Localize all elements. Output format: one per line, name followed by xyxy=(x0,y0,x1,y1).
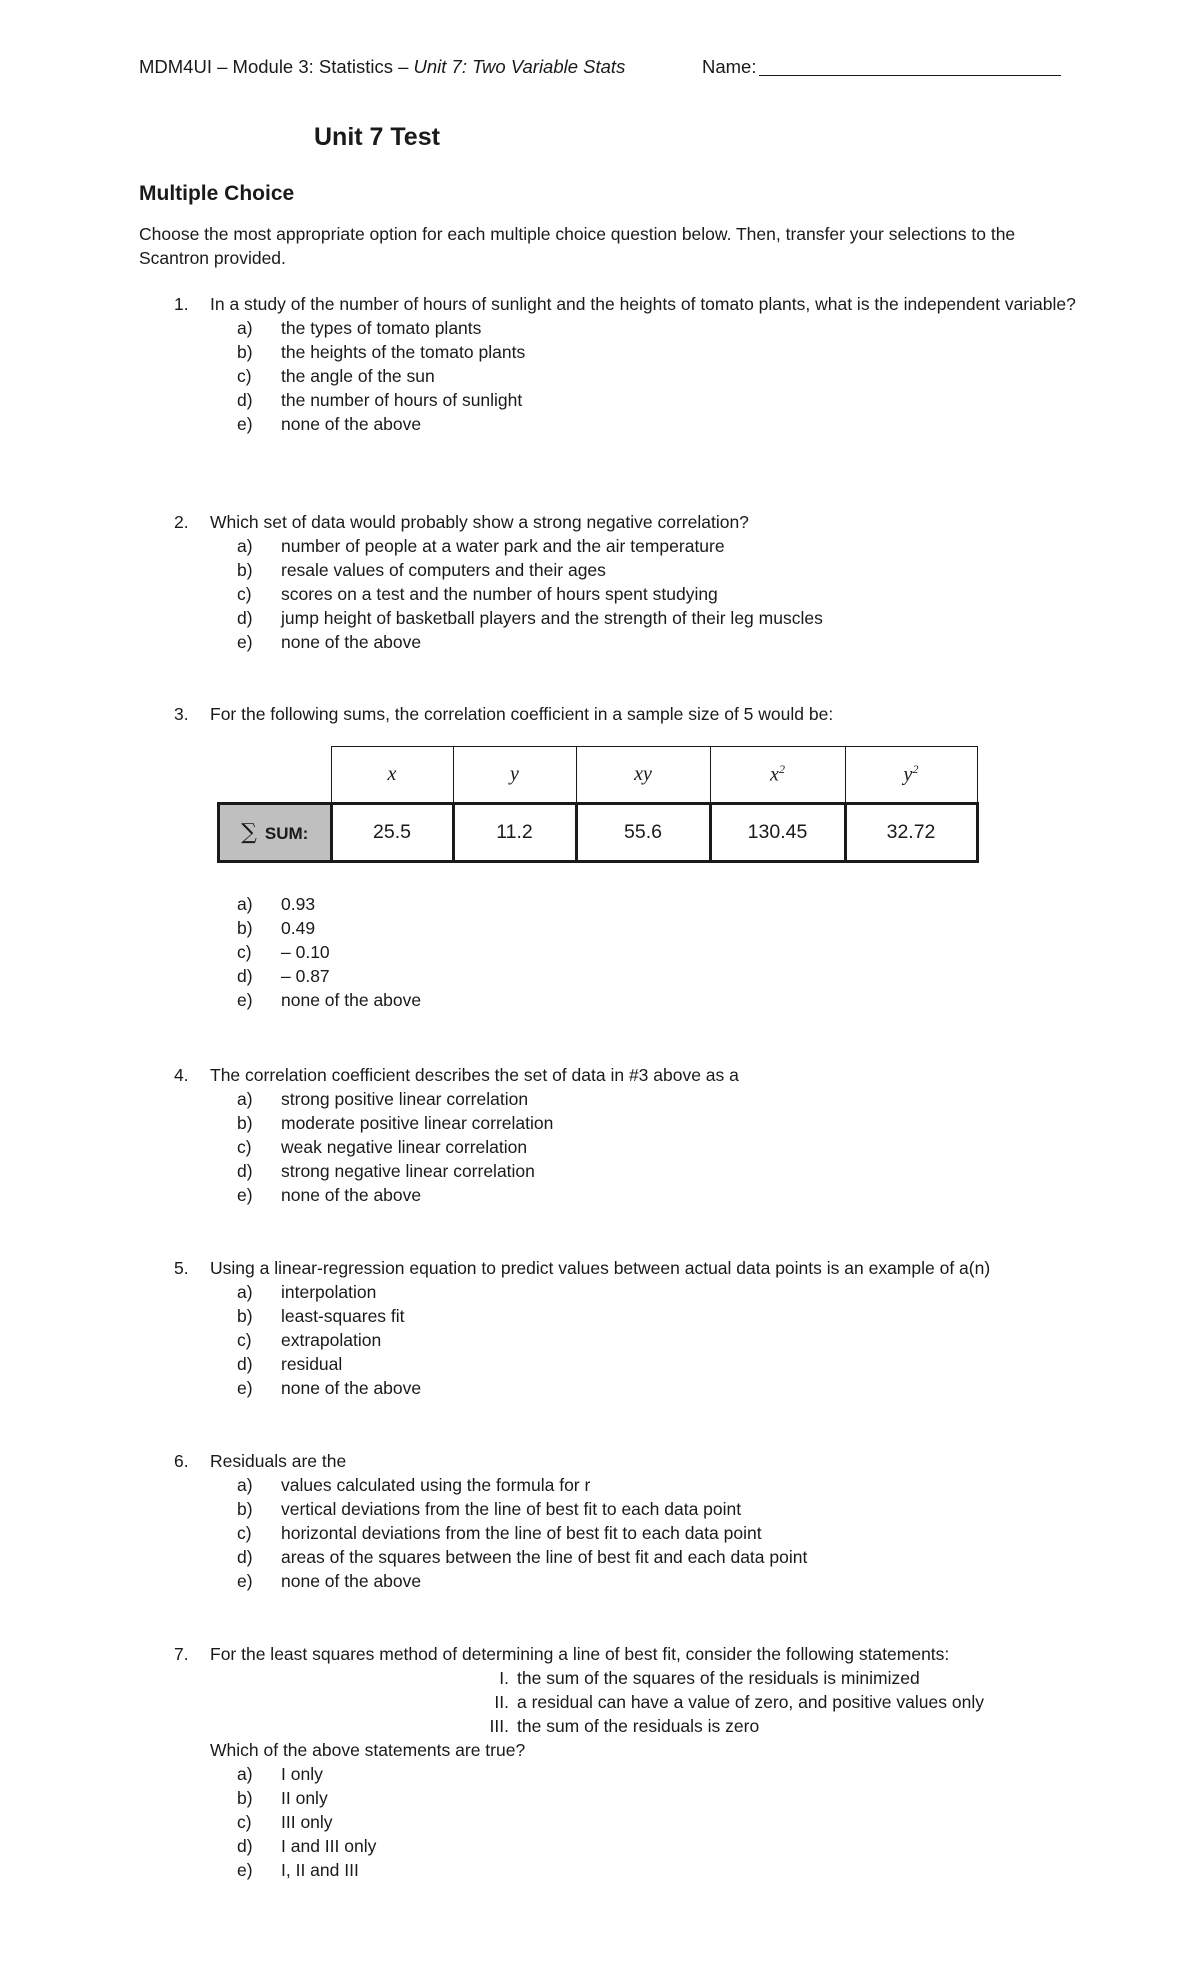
option-e[interactable] xyxy=(174,630,1074,654)
course-prefix: MDM4UI – Module 3: Statistics – xyxy=(139,56,414,77)
page-title: Unit 7 Test xyxy=(314,123,440,151)
option-letter: b) xyxy=(237,1499,253,1519)
option-text: the number of hours of sunlight xyxy=(281,390,523,410)
option-text: strong negative linear correlation xyxy=(281,1161,535,1181)
option-d[interactable] xyxy=(174,1545,1074,1569)
option-e[interactable] xyxy=(174,988,1074,1012)
option-text: none of the above xyxy=(281,1185,422,1205)
option-text: horizontal deviations from the line of best fit to each data point xyxy=(281,1523,762,1543)
option-letter: c) xyxy=(237,366,252,386)
option-e[interactable] xyxy=(174,1858,1074,1882)
option-text: the heights of the tomato plants xyxy=(281,342,526,362)
statement-text: the sum of the residuals is zero xyxy=(517,1716,760,1736)
option-letter: c) xyxy=(237,942,252,962)
question-follow-up: Which of the above statements are true? xyxy=(210,1740,526,1760)
sigma-icon: ∑ xyxy=(241,820,257,845)
header-label: x xyxy=(770,763,779,786)
question-3-options xyxy=(174,892,1074,1012)
option-letter: d) xyxy=(237,966,253,986)
option-a[interactable] xyxy=(174,316,1074,340)
option-d[interactable] xyxy=(174,1834,1074,1858)
option-letter: d) xyxy=(237,608,253,628)
table-corner xyxy=(219,747,332,804)
header-x-squared xyxy=(710,747,845,804)
statement-text: a residual can have a value of zero, and positive values only xyxy=(517,1692,984,1712)
header-label: xy xyxy=(634,763,652,785)
question-stem: For the following sums, the correlation coefficient in a sample size of 5 would be: xyxy=(210,704,834,724)
statement-numeral: I. xyxy=(499,1668,509,1688)
option-text: none of the above xyxy=(281,990,422,1010)
table-header-row xyxy=(219,747,978,804)
option-a[interactable] xyxy=(174,1087,1074,1111)
option-text: resale values of computers and their ages xyxy=(281,560,606,580)
option-e[interactable] xyxy=(174,1569,1074,1593)
option-c[interactable] xyxy=(174,1328,1074,1352)
page-header xyxy=(139,56,1069,78)
option-letter: d) xyxy=(237,1836,253,1856)
header-y-squared xyxy=(845,747,977,804)
question-5 xyxy=(174,1256,1074,1400)
question-1 xyxy=(174,292,1074,436)
sum-y: 11.2 xyxy=(453,804,576,862)
option-letter: e) xyxy=(237,990,253,1010)
option-b[interactable] xyxy=(174,1786,1074,1810)
question-stem: Using a linear-regression equation to predict values between actual data points is an example of a(n) xyxy=(210,1258,991,1278)
option-text: 0.49 xyxy=(281,918,316,938)
option-text: – 0.10 xyxy=(281,942,330,962)
option-letter: c) xyxy=(237,584,252,604)
option-text: the angle of the sun xyxy=(281,366,435,386)
option-text: scores on a test and the number of hours spent studying xyxy=(281,584,718,604)
option-a[interactable] xyxy=(174,1280,1074,1304)
option-b[interactable] xyxy=(174,340,1074,364)
option-letter: a) xyxy=(237,318,253,338)
option-b[interactable] xyxy=(174,1304,1074,1328)
option-text: I only xyxy=(281,1764,323,1784)
option-text: I and III only xyxy=(281,1836,377,1856)
option-text: I, II and III xyxy=(281,1860,359,1880)
question-number: 5. xyxy=(174,1258,189,1278)
header-label: y xyxy=(903,763,913,786)
course-unit: Unit 7: Two Variable Stats xyxy=(413,56,626,77)
option-letter: a) xyxy=(237,536,253,556)
statement-numeral: II. xyxy=(494,1692,509,1712)
sum-xy: 55.6 xyxy=(576,804,710,862)
option-letter: a) xyxy=(237,1475,253,1495)
option-letter: e) xyxy=(237,1571,253,1591)
option-text: number of people at a water park and the air temperature xyxy=(281,536,725,556)
option-d[interactable] xyxy=(174,1159,1074,1183)
option-letter: b) xyxy=(237,918,253,938)
option-letter: b) xyxy=(237,1306,253,1326)
sums-table xyxy=(217,746,979,863)
name-label: Name: xyxy=(702,56,757,77)
option-letter: a) xyxy=(237,1089,253,1109)
statement-text: the sum of the squares of the residuals is minimized xyxy=(517,1668,920,1688)
option-text: none of the above xyxy=(281,1571,422,1591)
statement-2 xyxy=(174,1690,1074,1714)
option-text: III only xyxy=(281,1812,333,1832)
option-text: interpolation xyxy=(281,1282,377,1302)
header-x xyxy=(331,747,453,804)
option-a[interactable] xyxy=(174,534,1074,558)
statement-3 xyxy=(174,1714,1074,1738)
option-letter: c) xyxy=(237,1812,252,1832)
option-letter: a) xyxy=(237,1764,253,1784)
option-letter: e) xyxy=(237,632,253,652)
option-text: moderate positive linear correlation xyxy=(281,1113,554,1133)
option-b[interactable] xyxy=(174,558,1074,582)
option-d[interactable] xyxy=(174,388,1074,412)
option-text: least-squares fit xyxy=(281,1306,405,1326)
option-text: jump height of basketball players and the strength of their leg muscles xyxy=(281,608,823,628)
name-line[interactable] xyxy=(759,57,1061,76)
option-c[interactable] xyxy=(174,1810,1074,1834)
option-letter: d) xyxy=(237,390,253,410)
option-a[interactable] xyxy=(174,1473,1074,1497)
option-letter: a) xyxy=(237,1282,253,1302)
option-letter: b) xyxy=(237,1113,253,1133)
option-b[interactable] xyxy=(174,916,1074,940)
option-text: areas of the squares between the line of best fit and each data point xyxy=(281,1547,808,1567)
option-c[interactable] xyxy=(174,940,1074,964)
option-letter: b) xyxy=(237,1788,253,1808)
option-e[interactable] xyxy=(174,1376,1074,1400)
option-b[interactable] xyxy=(174,1497,1074,1521)
option-text: the types of tomato plants xyxy=(281,318,482,338)
question-2 xyxy=(174,510,1074,654)
option-text: none of the above xyxy=(281,414,422,434)
option-text: weak negative linear correlation xyxy=(281,1137,528,1157)
option-letter: d) xyxy=(237,1354,253,1374)
option-letter: a) xyxy=(237,894,253,914)
question-7 xyxy=(174,1642,1074,1882)
question-number: 3. xyxy=(174,704,189,724)
question-stem: For the least squares method of determining a line of best fit, consider the following statements: xyxy=(210,1644,950,1664)
option-letter: c) xyxy=(237,1523,252,1543)
option-letter: c) xyxy=(237,1137,252,1157)
sum-x: 25.5 xyxy=(331,804,453,862)
option-letter: e) xyxy=(237,1860,253,1880)
option-text: vertical deviations from the line of best fit to each data point xyxy=(281,1499,742,1519)
option-letter: b) xyxy=(237,560,253,580)
option-letter: d) xyxy=(237,1547,253,1567)
option-a[interactable] xyxy=(174,1762,1074,1786)
option-c[interactable] xyxy=(174,364,1074,388)
option-text: none of the above xyxy=(281,632,422,652)
option-text: 0.93 xyxy=(281,894,316,914)
option-text: values calculated using the formula for r xyxy=(281,1475,591,1495)
option-letter: e) xyxy=(237,1185,253,1205)
option-c[interactable] xyxy=(174,582,1074,606)
sum-y-squared: 32.72 xyxy=(845,804,977,862)
header-exponent: 2 xyxy=(912,762,919,777)
question-number: 2. xyxy=(174,512,189,532)
option-e[interactable] xyxy=(174,412,1074,436)
sum-label: SUM: xyxy=(264,824,309,843)
option-text: II only xyxy=(281,1788,328,1808)
header-y xyxy=(453,747,576,804)
instructions: Choose the most appropriate option for each multiple choice question below. Then, transfer your selections to the Scantron provided. xyxy=(139,224,1016,268)
question-number: 4. xyxy=(174,1065,189,1085)
question-number: 1. xyxy=(174,294,189,314)
course-title xyxy=(139,56,625,77)
option-c[interactable] xyxy=(174,1521,1074,1545)
question-4 xyxy=(174,1063,1074,1207)
table-sum-row xyxy=(219,804,978,862)
sum-x-squared: 130.45 xyxy=(710,804,845,862)
question-stem: In a study of the number of hours of sunlight and the heights of tomato plants, what is the independent variable? xyxy=(210,294,1076,314)
option-letter: c) xyxy=(237,1330,252,1350)
header-exponent: 2 xyxy=(778,762,785,777)
sum-label-cell xyxy=(219,804,332,862)
option-d[interactable] xyxy=(174,1352,1074,1376)
question-stem: Residuals are the xyxy=(210,1451,347,1471)
option-b[interactable] xyxy=(174,1111,1074,1135)
option-d[interactable] xyxy=(174,964,1074,988)
option-e[interactable] xyxy=(174,1183,1074,1207)
header-label: x xyxy=(387,763,397,785)
option-text: residual xyxy=(281,1354,343,1374)
statement-numeral: III. xyxy=(489,1716,509,1736)
section-title: Multiple Choice xyxy=(139,182,295,205)
question-6 xyxy=(174,1449,1074,1593)
option-letter: e) xyxy=(237,414,253,434)
option-letter: d) xyxy=(237,1161,253,1181)
question-stem: The correlation coefficient describes the set of data in #3 above as a xyxy=(210,1065,739,1085)
option-text: extrapolation xyxy=(281,1330,382,1350)
header-xy xyxy=(576,747,710,804)
name-field[interactable] xyxy=(702,56,1061,78)
option-a[interactable] xyxy=(174,892,1074,916)
question-3 xyxy=(174,702,1074,726)
option-d[interactable] xyxy=(174,606,1074,630)
option-letter: e) xyxy=(237,1378,253,1398)
question-number: 7. xyxy=(174,1644,189,1664)
option-text: none of the above xyxy=(281,1378,422,1398)
question-stem: Which set of data would probably show a strong negative correlation? xyxy=(210,512,749,532)
option-c[interactable] xyxy=(174,1135,1074,1159)
question-number: 6. xyxy=(174,1451,189,1471)
option-text: strong positive linear correlation xyxy=(281,1089,529,1109)
option-letter: b) xyxy=(237,342,253,362)
header-label: y xyxy=(510,763,519,785)
option-text: – 0.87 xyxy=(281,966,330,986)
statement-1 xyxy=(174,1666,1074,1690)
